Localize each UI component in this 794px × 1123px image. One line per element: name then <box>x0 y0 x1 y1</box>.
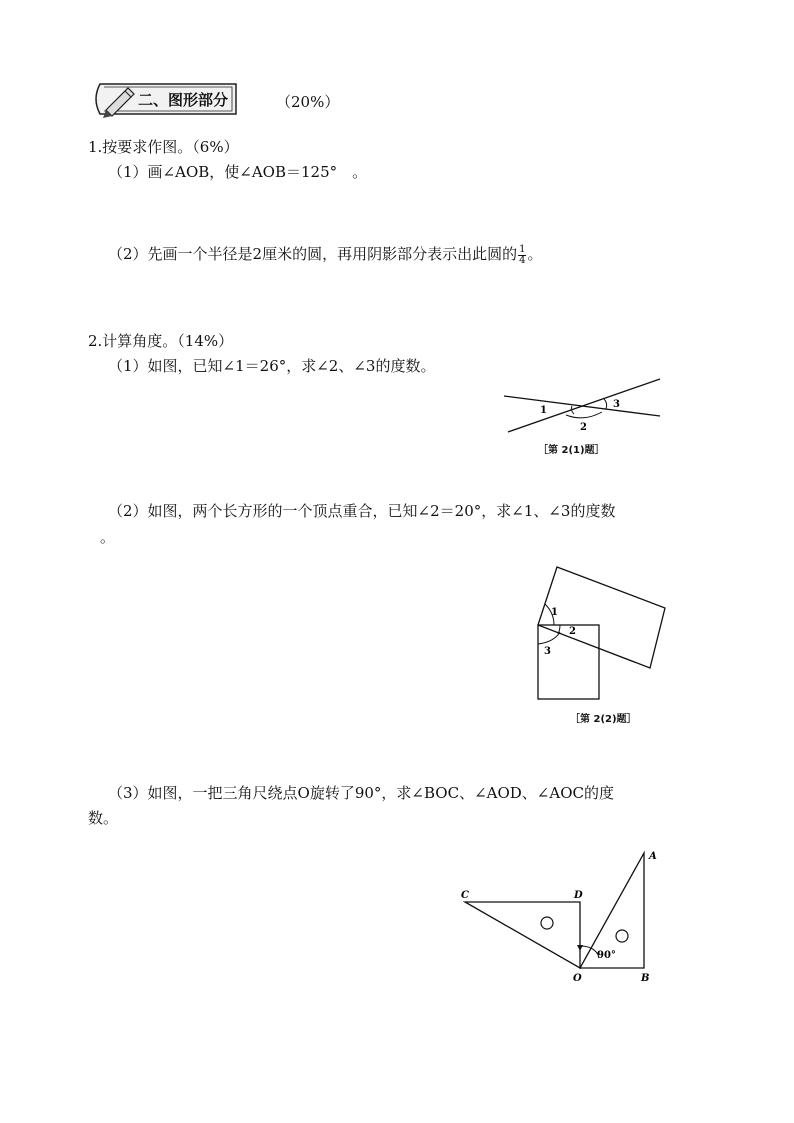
point-o-label: O <box>573 973 582 984</box>
fig1-caption: ［第 2(1)题］ <box>538 445 605 456</box>
q1-part1: （1）画∠AOB，使∠AOB＝125° 。 <box>108 163 368 181</box>
fig2-label-2: 2 <box>569 626 576 637</box>
section-title: 二、图形部分 <box>138 91 229 109</box>
fig2-label-1: 1 <box>551 607 558 618</box>
q2-part3-line2: 数。 <box>88 809 119 827</box>
angle-90-label: 90° <box>597 950 616 961</box>
section-weight: （20%） <box>276 93 340 111</box>
point-d-label: D <box>574 890 583 901</box>
q2-part3-line1: （3）如图，一把三角尺绕点O旋转了90°，求∠BOC、∠AOD、∠AOC的度 <box>108 784 614 802</box>
ruler-hole <box>616 930 628 942</box>
fig1-label-1: 1 <box>540 405 547 416</box>
fig1-label-2: 2 <box>580 422 587 433</box>
ruler-hole <box>541 917 553 929</box>
q1-part2: （2）先画一个半径是2厘米的圆，再用阴影部分表示出此圆的 $\frac{1}{4}$ 。 <box>108 243 543 266</box>
fig2-label-3: 3 <box>544 646 551 657</box>
angle-3-arc <box>604 399 607 409</box>
rotation-arrow <box>577 945 583 951</box>
fraction: $\frac{1}{4}$ <box>519 243 526 266</box>
angle-3-arc <box>538 632 560 644</box>
figure-2-2 <box>530 562 670 704</box>
q1-part2-text: （2）先画一个半径是2厘米的圆，再用阴影部分表示出此圆的 <box>108 245 518 263</box>
q1-title: 1.按要求作图。（6%） <box>88 138 239 156</box>
q2-part1: （1）如图，已知∠1＝26°，求∠2、∠3的度数。 <box>108 357 436 375</box>
triangle-cod <box>465 902 580 968</box>
q2-part2-line2: 。 <box>100 528 116 546</box>
point-b-label: B <box>641 973 650 984</box>
angle-2-arc <box>566 412 602 418</box>
fig1-label-3: 3 <box>613 399 620 410</box>
q2-title: 2.计算角度。（14%） <box>88 332 234 350</box>
figure-2-3 <box>455 845 670 990</box>
fig2-caption: ［第 2(2)题］ <box>570 714 637 725</box>
point-c-label: C <box>461 890 469 901</box>
point-a-label: A <box>649 851 657 862</box>
q2-part2-line1: （2）如图，两个长方形的一个顶点重合，已知∠2＝20°，求∠1、∠3的度数 <box>108 502 616 520</box>
